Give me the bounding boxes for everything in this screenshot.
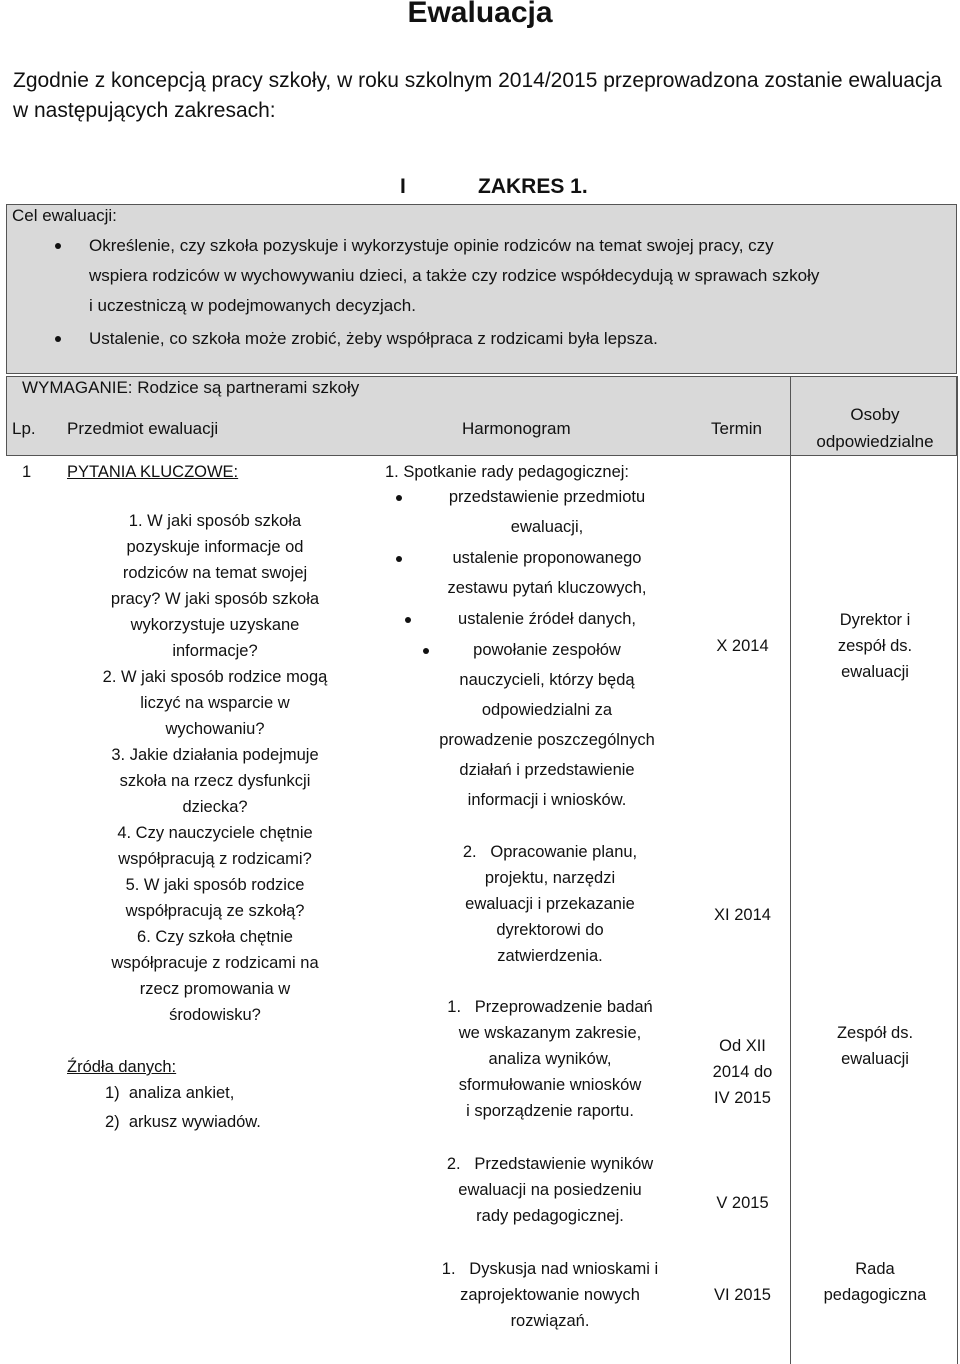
schedule-line: projektu, narzędzi	[484, 869, 616, 887]
bullet-icon	[396, 495, 402, 501]
schedule-1-item-1	[412, 484, 682, 540]
term-4: V 2015	[716, 1194, 769, 1212]
schedule-line: informacji i wniosków.	[467, 791, 627, 809]
schedule-line: zaprojektowanie nowych	[460, 1286, 640, 1304]
question-line: szkoła na rzecz dysfunkcji	[119, 772, 311, 790]
questions-title: PYTANIA KLUCZOWE:	[67, 463, 239, 481]
responsible-2	[795, 1020, 955, 1072]
header-term: Termin	[711, 419, 763, 438]
question-line: 2. W jaki sposób rodzice mogą	[102, 668, 328, 686]
question-line: 1. W jaki sposób szkoła	[128, 512, 302, 530]
bullet-icon	[55, 243, 61, 249]
question-line: środowisku?	[169, 1006, 261, 1024]
row-number: 1	[22, 463, 32, 481]
bullet-icon	[396, 556, 402, 562]
schedule-line: 1. Przeprowadzenie badań	[447, 998, 653, 1016]
question-line: rodziców na temat swojej	[122, 564, 308, 582]
question-line: współpracuje z rodzicami na	[111, 954, 319, 972]
question-line: współpracują z rodzicami?	[118, 850, 312, 868]
schedule-line: 2. Przedstawienie wyników	[446, 1155, 654, 1173]
schedule-1-heading: 1. Spotkanie rady pedagogicznej:	[385, 463, 630, 481]
goal-label: Cel ewaluacji:	[12, 206, 117, 225]
term-5: VI 2015	[714, 1286, 771, 1304]
schedule-line: zestawu pytań kluczowych,	[447, 579, 647, 597]
schedule-line: analiza wyników,	[488, 1050, 612, 1068]
column-divider	[790, 376, 791, 1364]
header-responsible-line-1: Osoby	[850, 405, 900, 424]
header-responsible-line-2: odpowiedzialne	[816, 432, 934, 451]
schedule-5	[405, 1256, 695, 1334]
question-line: wychowaniu?	[165, 720, 265, 738]
responsible-line: Rada	[855, 1260, 895, 1278]
schedule-3	[405, 994, 695, 1124]
schedule-line: odpowiedzialni za	[481, 701, 613, 719]
term-2: XI 2014	[714, 906, 771, 924]
schedule-1-item-4	[412, 637, 682, 817]
schedule-line: rozwiązań.	[510, 1312, 590, 1330]
schedule-line: 2. Opracowanie planu,	[462, 843, 638, 861]
term-3	[695, 1033, 790, 1111]
term-line: Od XII	[719, 1037, 766, 1055]
bullet-icon	[55, 336, 61, 342]
schedule-1-item-2	[412, 545, 682, 601]
schedule-line: ewaluacji,	[510, 518, 584, 536]
column-divider	[957, 376, 958, 1364]
sources-title: Źródła danych:	[67, 1058, 177, 1076]
page-title: Ewaluacja	[407, 0, 553, 29]
question-line: 3. Jakie działania podejmuje	[111, 746, 319, 764]
question-line: dziecka?	[182, 798, 248, 816]
schedule-1-item-3: ustalenie źródeł danych,	[458, 610, 636, 628]
schedule-line: działań i przedstawienie	[459, 761, 635, 779]
schedule-line: przedstawienie przedmiotu	[448, 488, 646, 506]
schedule-line: rady pedagogicznej.	[476, 1207, 624, 1225]
schedule-4	[405, 1151, 695, 1229]
section-label: ZAKRES 1.	[478, 175, 588, 198]
schedule-2	[405, 839, 695, 969]
responsible-3	[795, 1256, 955, 1308]
goal-item-1-line-2: wspiera rodziców w wychowywaniu dzieci, a także czy rodzice współdecydują w sprawach szkoły	[89, 266, 820, 285]
goal-item-1-line-1: Określenie, czy szkoła pozyskuje i wykorzystuje opinie rodziców na temat swojej pracy, czy	[89, 236, 774, 255]
section-heading	[400, 175, 588, 199]
question-line: 6. Czy szkoła chętnie	[137, 928, 293, 946]
requirement-label: WYMAGANIE: Rodzice są partnerami szkoły	[22, 378, 360, 397]
term-line: IV 2015	[714, 1089, 771, 1107]
question-line: wykorzystuje uzyskane	[130, 616, 300, 634]
schedule-line: dyrektorowi do	[496, 921, 604, 939]
schedule-line: ewaluacji na posiedzeniu	[458, 1181, 642, 1199]
responsible-line: ewaluacji	[841, 1050, 909, 1068]
question-line: rzecz promowania w	[139, 980, 291, 998]
intro-paragraph: Zgodnie z koncepcją pracy szkoły, w roku szkolnym 2014/2015 przeprowadzona zostanie ewaluacja w następujących zakresach:	[13, 69, 942, 122]
section-number: I	[400, 175, 406, 198]
question-line: pozyskuje informacje od	[126, 538, 304, 556]
goal-item-1-line-3: i uczestniczą w podejmowanych decyzjach.	[89, 296, 416, 315]
schedule-line: we wskazanym zakresie,	[458, 1024, 642, 1042]
responsible-1	[795, 607, 955, 685]
question-line: 4. Czy nauczyciele chętnie	[117, 824, 313, 842]
schedule-line: sformułowanie wniosków	[458, 1076, 642, 1094]
question-line: pracy? W jaki sposób szkoła	[110, 590, 320, 608]
schedule-line: 1. Dyskusja nad wnioskami i	[441, 1260, 659, 1278]
questions-list	[80, 508, 350, 1028]
question-line: liczyć na wsparcie w	[140, 694, 290, 712]
schedule-line: ewaluacji i przekazanie	[465, 895, 635, 913]
schedule-line: prowadzenie poszczególnych	[439, 731, 655, 749]
bullet-icon	[405, 617, 411, 623]
question-line: 5. W jaki sposób rodzice	[125, 876, 305, 894]
responsible-line: zespół ds.	[837, 637, 913, 655]
question-line: współpracują ze szkołą?	[125, 902, 305, 920]
question-line: informacje?	[172, 642, 258, 660]
schedule-line: zatwierdzenia.	[497, 947, 603, 965]
term-line: 2014 do	[712, 1063, 773, 1081]
responsible-line: pedagogiczna	[823, 1286, 927, 1304]
responsible-line: ewaluacji	[841, 663, 909, 681]
schedule-line: i sporządzenie raportu.	[466, 1102, 634, 1120]
responsible-line: Zespół ds.	[836, 1024, 914, 1042]
term-1: X 2014	[716, 637, 769, 655]
schedule-line: nauczycieli, którzy będą	[459, 671, 635, 689]
responsible-line: Dyrektor i	[839, 611, 911, 629]
schedule-line: ustalenie proponowanego	[452, 549, 642, 567]
header-subject: Przedmiot ewaluacji	[67, 419, 219, 438]
header-schedule: Harmonogram	[462, 419, 571, 438]
goal-item-2: Ustalenie, co szkoła może zrobić, żeby współpraca z rodzicami była lepsza.	[89, 329, 658, 348]
source-item-2: 2) arkusz wywiadów.	[105, 1113, 261, 1131]
schedule-line: powołanie zespołów	[473, 641, 621, 659]
header-lp: Lp.	[12, 419, 36, 438]
source-item-1: 1) analiza ankiet,	[105, 1084, 235, 1102]
